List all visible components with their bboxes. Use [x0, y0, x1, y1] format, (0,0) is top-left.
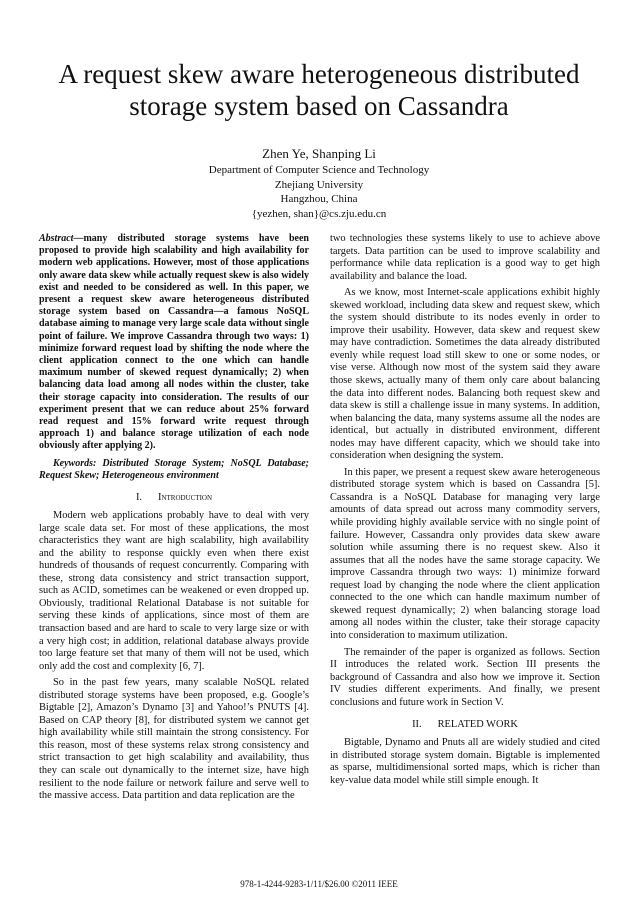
intro-paragraph: In this paper, we present a request skew aware heterogeneous distributed storage system which is based on Cassandra [5]. Cassandra is a NoSQL Database for managing very large amounts of data spread out across many commodity servers, while providing highly available service with no single point of failure. However, Cassandra only provides data skew aware solution while assuming there is no request skew. Also it assumes that all the nodes have the same storage capacity. We improve Cassandra through two ways: 1) minimize forward request load by changing the node where the client application connected to the one which can handle maximum number of skewed request dynamically; 2) when balancing storage load among all nodes within the cluster, take their storage capacity into consideration to maximum utilization.: [330, 466, 600, 641]
affiliation-email: {yezhen, shan}@cs.zju.edu.cn: [251, 207, 387, 220]
author-names: Zhen Ye, Shanping Li: [262, 146, 376, 161]
section-number: I.: [135, 492, 143, 504]
keywords-text: Distributed Storage System; NoSQL Database; Request Skew; Heterogeneous environment: [39, 457, 309, 481]
author-affiliation: [40, 163, 598, 221]
abstract: [39, 233, 309, 453]
section-number: II.: [412, 719, 422, 731]
affiliation-city: Hangzhou, China: [280, 193, 358, 205]
intro-paragraph: As we know, most Internet-scale applications exhibit highly skewed workload, including data skew and request skew, which the system should distribute to its nodes evenly in order to improve their usability. However, data skew and request skew may have contradiction. Sometimes the data already distributed evenly while request load still skew to one or some nodes, or vise verse. Although now most of the system said they aware those skews, actually many of them only care about balancing the data into different nodes. Balancing both request skew and data skew is still a challenge issue in many systems. In addition, when balancing the data, many systems assume all the nodes are identical, but actually in distributed environment, different nodes may have different capacity, which we should take into consideration when designing the system.: [330, 287, 600, 462]
section-heading-introduction: [39, 491, 309, 504]
related-work-paragraph: Bigtable, Dynamo and Pnuts all are widely studied and cited in distributed storage system domain. Bigtable is implemented as sparse, multidimensional sorted maps, which is richer than key-value data model while still simple enough. It: [330, 737, 600, 786]
abstract-label: Abstract: [39, 233, 74, 244]
intro-paragraph: Modern web applications probably have to deal with very large scale data set. For most of these applications, the most characteristics they want are high scalability, high availability and the ability to response quickly even when there exist hundreds of thousands of request concurrently. Comparing with these, strong data consistency and strict transaction support, such as ACID, sometimes can be weakened or even dropped up. Obviously, traditional Relational Database is not suitable for serving these kinds of applications, since most of them are transaction based and are hard to scale to very large size or with a very high cost; in addition, relational database always provide too large feature set that many of them will not be used, which only add the cost and complexity [6, 7].: [39, 510, 309, 672]
keywords: [39, 458, 309, 482]
intro-paragraph: two technologies these systems likely to use to achieve above targets. Data partition can be used to improve scalability and performance while data replication is a good way to get high availability and balance the load.: [330, 233, 600, 282]
affiliation-department: Department of Computer Science and Technology: [208, 164, 430, 176]
copyright-footer: 978-1-4244-9283-1/11/$26.00 ©2011 IEEE: [240, 879, 398, 889]
section-title: Introduction: [158, 492, 213, 504]
section-title: RELATED WORK: [437, 719, 518, 731]
keywords-label: Keywords:: [53, 457, 97, 469]
intro-paragraph: So in the past few years, many scalable NoSQL related distributed storage systems have been proposed, e.g. Google’s Bigtable [2], Amazon’s Dynamo [3] and Yahoo!’s PNUTS [4]. Based on CAP theory [8], for distributed system we cannot get high availability while still maintain the strong consistency. For this reason, most of these systems relax strong consistency and strict transaction to get high scalability and availability, thus they can scale out dynamically to the internet size, have high resilient to the node failure or network failure and serve well to the massive access. Data partition and data replication are the: [39, 677, 309, 802]
section-heading-related-work: [330, 718, 600, 731]
affiliation-university: Zhejiang University: [274, 178, 364, 191]
paper-title: A request skew aware heterogeneous distributed storage system based on Cassandra: [58, 59, 580, 121]
intro-paragraph: The remainder of the paper is organized as follows. Section II introduces the related work. Section III presents the background of Cassandra and also how we improve it. Section IV studies different experiments. And finally, we present conclusions and future work in Section V.: [330, 646, 600, 708]
left-column: [39, 233, 309, 803]
right-column: [330, 233, 600, 787]
abstract-text: —many distributed storage systems have been proposed to provide high scalability and high availability for modern web applications. However, most of those applications only aware data skew while actually request skew is also widely exist and needed to be considered as well. In this paper, we present a request skew aware heterogeneous distributed storage system based on Cassandra—a famous NoSQL database aiming to manage very large scale data without single point of failure. We improve Cassandra through two ways: 1) minimize forward request load by shifting the node where the client application connect to the one which can handle maximum number of skewed request dynamically; 2) when balancing data load among all nodes within the cluster, take their storage capacity into consideration. The results of our experiment present that we can reduce about 25% forward read request and 15% forward write request through approach 1) and balance storage utilization of each node obviously after applying 2).: [39, 233, 309, 452]
